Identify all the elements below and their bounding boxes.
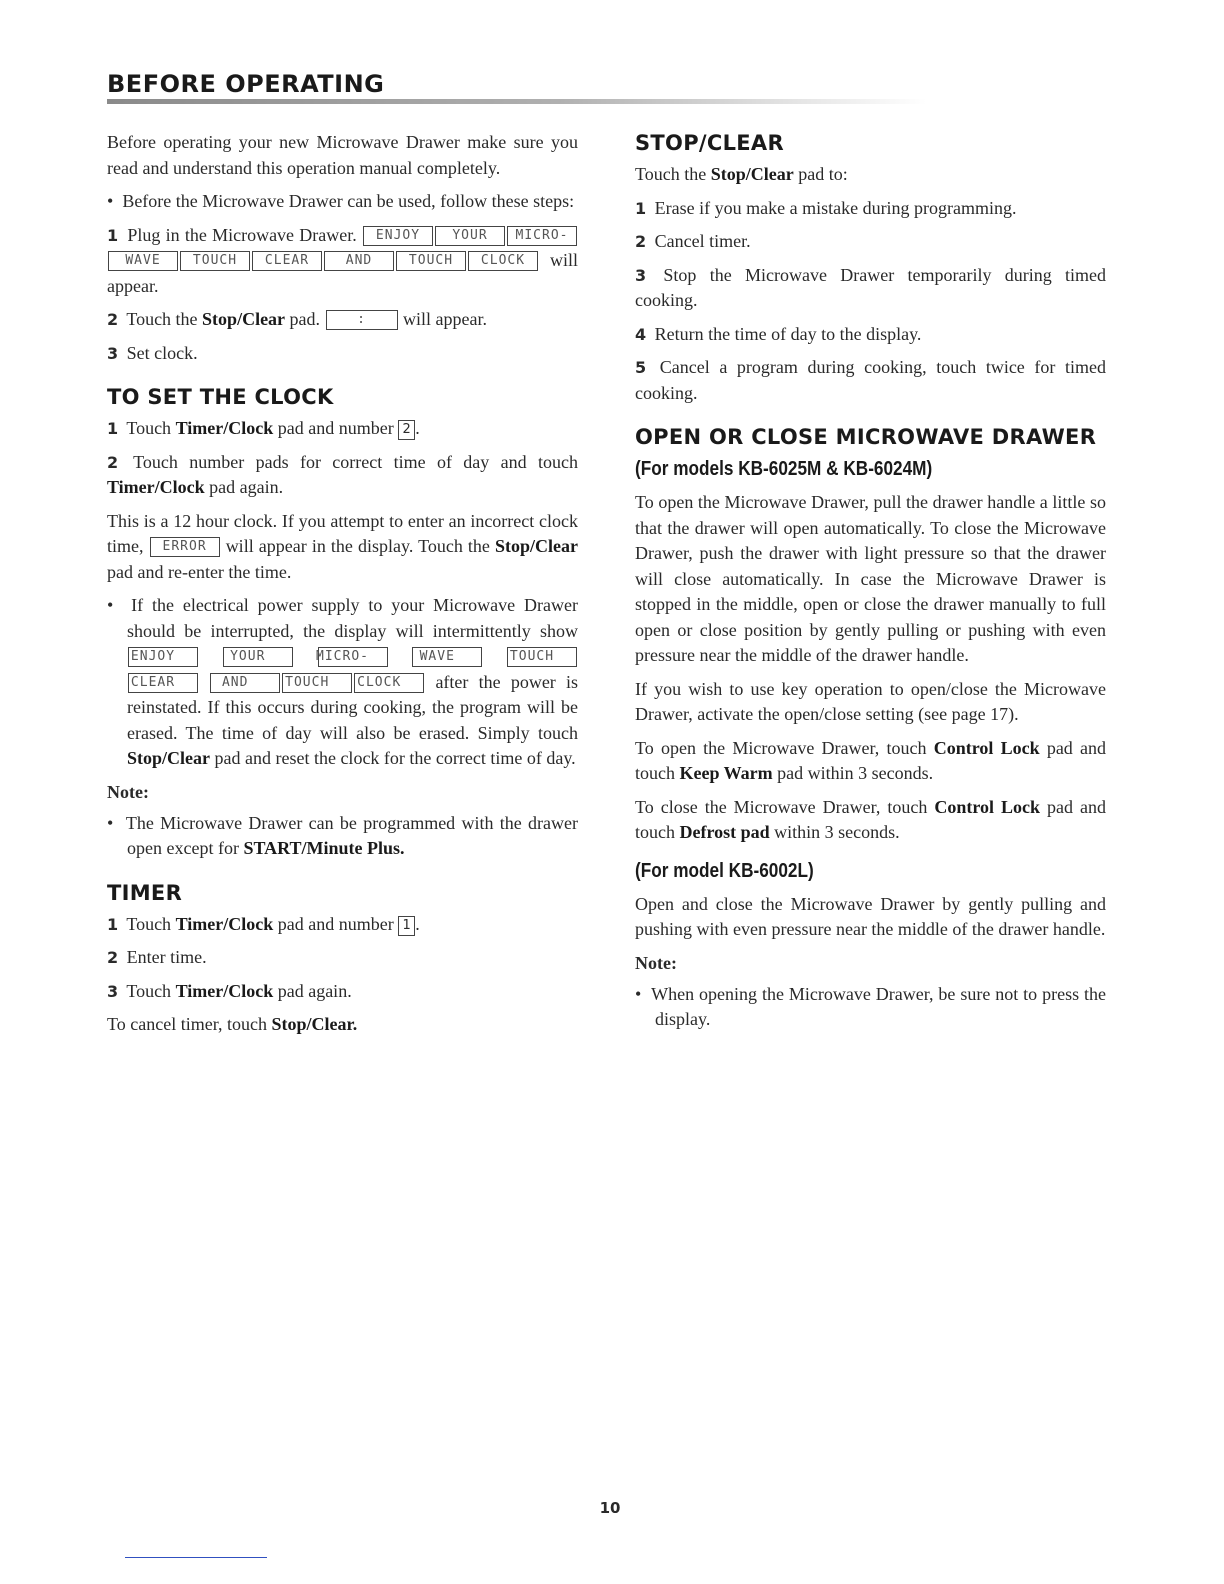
paragraph-text: pad and touch — [635, 796, 1107, 842]
lcd-error: ERROR — [150, 537, 220, 557]
paragraph-text: pad within 3 seconds. — [777, 763, 934, 783]
step-text: Cancel timer. — [654, 231, 751, 251]
lcd-and: AND — [324, 251, 394, 271]
page-title: BEFORE OPERATING — [107, 70, 385, 98]
step-number: 2 — [107, 310, 119, 329]
step-text: Stop the Microwave Drawer temporarily during timed cooking. — [635, 264, 1106, 310]
timer-clock-pad-label: Timer/Clock — [175, 980, 274, 1001]
step-text: pad again. — [209, 477, 284, 497]
stop-clear-heading: STOP/CLEAR — [635, 131, 784, 155]
timer-clock-pad-label: Timer/Clock — [175, 418, 274, 438]
paragraph-text: To close the Microwave Drawer, touch — [635, 796, 928, 817]
lcd-micro: MICRO- — [318, 647, 388, 667]
paragraph-text: pad and reset the clock for the correct time of day. — [214, 748, 576, 768]
timer-cancel — [107, 1012, 578, 1038]
step-text: pad and number — [277, 418, 394, 438]
lcd-enjoy: ENJOY — [128, 647, 198, 667]
step-number: 3 — [107, 981, 119, 1001]
control-lock-pad-label: Control Lock — [933, 737, 1040, 758]
step-text: Set clock. — [126, 342, 198, 363]
lcd-clock: CLOCK — [468, 251, 538, 271]
intro-bullet: • Before the Microwave Drawer can be used, follow these steps: — [107, 191, 575, 211]
set-clock-heading: TO SET THE CLOCK — [107, 385, 334, 409]
step-text: Touch number pads for correct time of day and touch — [133, 451, 578, 472]
timer-step-3 — [107, 979, 578, 1005]
timer-clock-pad-label: Timer/Clock — [107, 477, 205, 497]
start-minute-plus-label: START/Minute Plus. — [243, 838, 405, 858]
step-number: 2 — [107, 948, 119, 967]
drawer-paragraph-3 — [635, 736, 1106, 787]
paragraph-text: pad and touch — [635, 737, 1107, 783]
footer-rule — [125, 1557, 267, 1558]
stop-item-3 — [635, 263, 1106, 314]
paragraph-text: To cancel timer, touch — [107, 1014, 267, 1034]
timer-step-2 — [107, 945, 578, 971]
left-column — [107, 130, 578, 1046]
step-number: 1 — [107, 225, 119, 245]
drawer-paragraph-1: To open the Microwave Drawer, pull the drawer handle a little so that the drawer will open automatically. To close the Microwave Drawer, push the drawer with light pressure so that the drawer will close automatically. In case the Microwave Drawer is stopped in the middle, open or close the drawer manually to full open or close position by gently pulling or pushing with even pressure near the middle of the drawer handle. — [635, 492, 1106, 665]
paragraph-text: This is a 12 hour clock. If you attempt to enter an incorrect clock time, — [107, 510, 578, 556]
step-text: Touch — [126, 418, 172, 438]
timer-clock-pad-label: Timer/Clock — [175, 913, 274, 934]
note-label: Note: — [107, 781, 149, 802]
step-number: 3 — [107, 343, 119, 363]
drawer-subheading: (For models KB-6025M & KB-6024M) — [635, 458, 933, 480]
step-text: Touch — [126, 913, 172, 934]
intro-step-3 — [107, 341, 578, 367]
step-text: Plug in the Microwave Drawer. — [127, 224, 357, 245]
step-tail: will appear. — [403, 309, 488, 329]
paragraph-text: will appear in the display. Touch the — [225, 536, 490, 556]
drawer-paragraph-4 — [635, 795, 1106, 846]
clock-step-1: 1 Touch Timer/Clock pad and number 2 . — [107, 418, 420, 438]
lcd-micro: MICRO- — [507, 226, 577, 246]
step-number: 2 — [107, 452, 119, 472]
stop-item-5 — [635, 355, 1106, 406]
step-text: Return the time of day to the display. — [654, 323, 922, 344]
drawer-subheading-2: (For model KB-6002L) — [635, 859, 814, 882]
stop-clear-pad-label: Stop/Clear — [202, 309, 286, 329]
power-bullet: • If the electrical power supply to your Microwave Drawer should be interrupted, the display will intermittently show ENJOY YOUR MICRO- WAVE TOUCH CLEAR AND TOUCH CLOCK after the power is reinstated. If this occurs during cooking, the program will be erased. The time of day will also be erased. Simply touch Stop/Clear pad and reset the clock for the correct time of day. — [107, 595, 579, 768]
intro-step-2 — [107, 307, 578, 333]
stop-clear-pad-label: Stop/Clear — [495, 536, 578, 556]
paragraph-text: To open the Microwave Drawer, touch — [635, 737, 927, 758]
intro-paragraph: Before operating your new Microwave Drawer make sure you read and understand this operation manual completely. — [107, 132, 578, 178]
step-text: pad and number — [277, 913, 394, 934]
step-number: 4 — [635, 324, 647, 344]
lcd-your: YOUR — [223, 647, 293, 667]
lcd-touch: TOUCH — [507, 647, 577, 667]
step-number: 1 — [107, 419, 119, 438]
drawer-heading: OPEN OR CLOSE MICROWAVE DRAWER — [635, 425, 1097, 449]
step-number: 2 — [635, 232, 647, 251]
lcd-clear: CLEAR — [128, 673, 198, 693]
paragraph-text: within 3 seconds. — [774, 822, 900, 842]
step-number: 3 — [635, 265, 647, 285]
clock-step-2 — [107, 450, 578, 501]
intro-step-1 — [107, 223, 578, 300]
lcd-wave: WAVE — [412, 647, 482, 667]
paragraph-text: Touch the — [635, 164, 707, 184]
stop-item-4 — [635, 322, 1106, 348]
title-rule — [107, 99, 927, 104]
lcd-colon: : — [326, 310, 398, 330]
page-number: 10 — [599, 1499, 621, 1517]
lcd-enjoy: ENJOY — [363, 226, 433, 246]
drawer-paragraph-5: Open and close the Microwave Drawer by gently pulling and pushing with even pressure near the middle of the drawer handle. — [635, 893, 1106, 939]
step-text: Touch — [126, 980, 172, 1001]
paragraph-text: pad to: — [798, 164, 848, 184]
number-key-2: 2 — [398, 420, 415, 440]
lcd-wave: WAVE — [108, 251, 178, 271]
drawer-paragraph-2: If you wish to use key operation to open/close the Microwave Drawer, activate the open/close setting (see page 17). — [635, 678, 1106, 724]
note-bullet: • The Microwave Drawer can be programmed with the drawer open except for START/Minute Plus. — [107, 812, 579, 858]
intro-bullet-text: Before the Microwave Drawer can be used, follow these steps: — [122, 191, 575, 211]
keep-warm-pad-label: Keep Warm — [679, 763, 773, 783]
step-text: pad again. — [277, 980, 352, 1001]
set-clock-section — [107, 384, 578, 862]
stop-clear-intro — [635, 162, 1106, 188]
paragraph-text: When opening the Microwave Drawer, be sure not to press the display. — [651, 983, 1106, 1029]
step-number: 5 — [635, 358, 647, 377]
timer-step-1: 1 Touch Timer/Clock pad and number 1 . — [107, 913, 420, 934]
step-number: 1 — [635, 198, 647, 218]
step-text: Cancel a program during cooking, touch twice for timed cooking. — [635, 357, 1106, 403]
drawer-section — [635, 424, 1106, 1033]
timer-section — [107, 880, 578, 1038]
step-text: Erase if you make a mistake during programming. — [654, 197, 1017, 218]
step-tail: will appear. — [107, 250, 578, 296]
paragraph-text: pad and re-enter the time. — [107, 561, 292, 582]
clock-error-paragraph — [107, 509, 578, 586]
drawer-note-label: Note: — [635, 952, 677, 973]
control-lock-pad-label: Control Lock — [934, 796, 1041, 817]
lcd-clock: CLOCK — [354, 673, 424, 693]
defrost-pad-label: Defrost pad — [679, 822, 770, 842]
step-text: Enter time. — [126, 947, 207, 967]
timer-heading: TIMER — [107, 880, 183, 905]
step-text: pad. — [289, 309, 321, 329]
lcd-touch: TOUCH — [180, 251, 250, 271]
right-column — [635, 130, 1106, 1041]
number-key-1: 1 — [398, 916, 415, 936]
paragraph-text: If the electrical power supply to your Microwave Drawer should be interrupted, the display will intermittently show — [127, 595, 578, 641]
stop-item-1 — [635, 196, 1106, 222]
lcd-your: YOUR — [435, 226, 505, 246]
lcd-and: AND — [210, 673, 280, 693]
lcd-clear: CLEAR — [252, 251, 322, 271]
stop-item-2 — [635, 229, 1106, 255]
drawer-note-bullet: • When opening the Microwave Drawer, be sure not to press the display. — [635, 983, 1106, 1029]
stop-clear-pad-label: Stop/Clear — [710, 164, 794, 184]
paragraph-text: after the power is reinstated. If this occurs during cooking, the program will be erased. The time of day will also be erased. Simply touch — [127, 671, 579, 743]
step-text: Touch the — [126, 309, 198, 329]
paragraph-text: The Microwave Drawer can be programmed with the drawer open except for — [125, 812, 579, 858]
lcd-touch-2: TOUCH — [396, 251, 466, 271]
stop-clear-pad-label: Stop/Clear — [127, 748, 210, 768]
lcd-touch-2: TOUCH — [282, 673, 352, 693]
step-number: 1 — [107, 914, 119, 934]
stop-clear-pad-label: Stop/Clear. — [271, 1014, 358, 1034]
